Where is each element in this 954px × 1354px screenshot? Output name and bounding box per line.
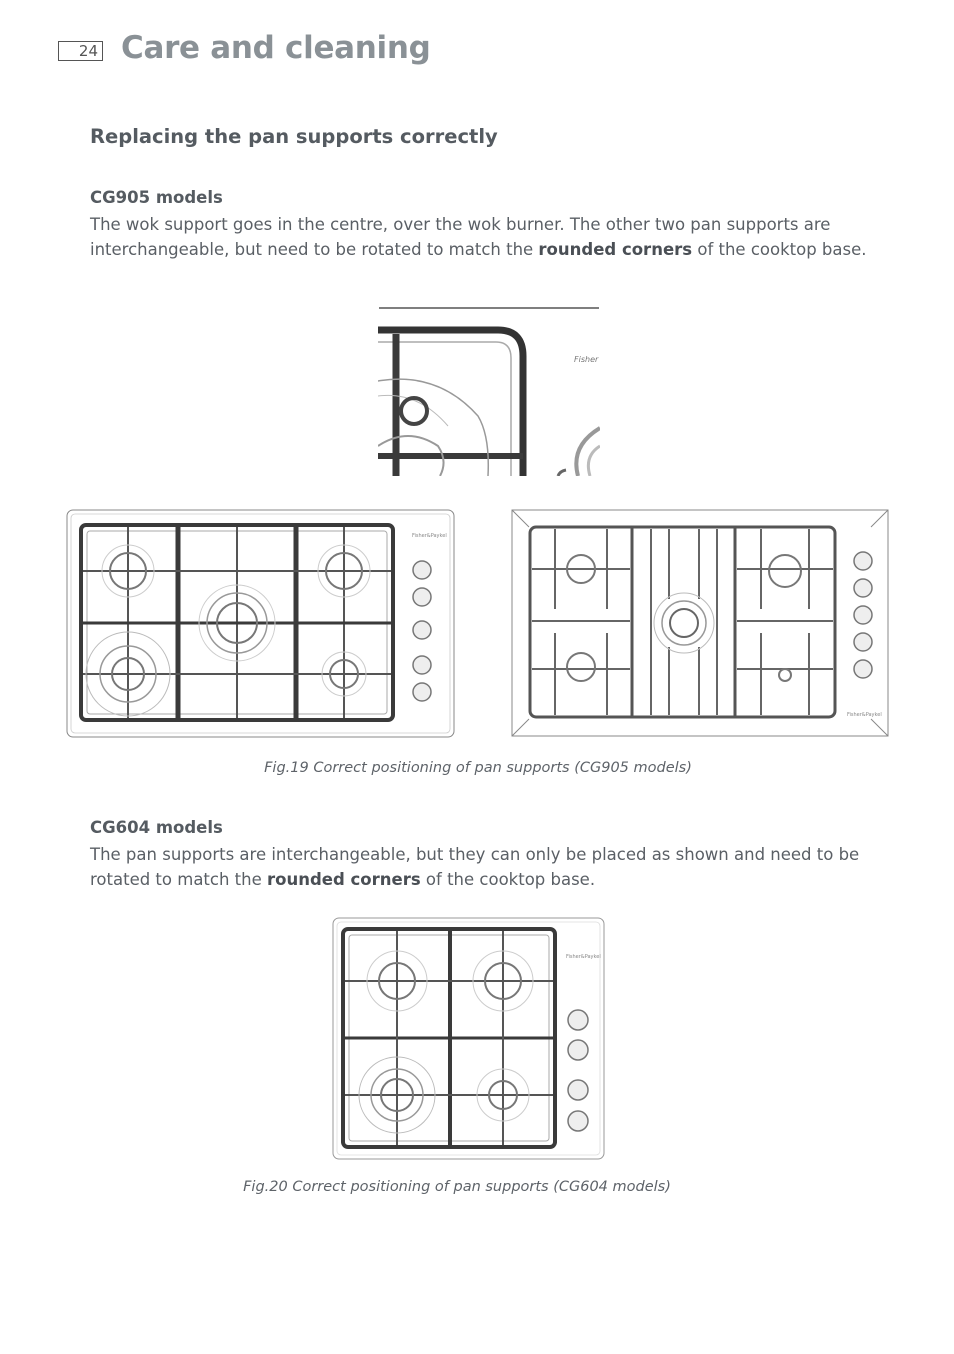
fig19-caption: Fig.19 Correct positioning of pan supports (CG905 models) — [264, 760, 692, 776]
svg-text:Fisher&Paykel: Fisher&Paykel — [412, 533, 447, 539]
page-title: Care and cleaning — [121, 30, 431, 66]
fig20-caption: Fig.20 Correct positioning of pan supports (CG604 models) — [243, 1179, 671, 1195]
cg604-paragraph — [90, 842, 880, 892]
cg905-text-2: of the cooktop base. — [692, 240, 867, 259]
cg604-heading: CG604 models — [90, 818, 223, 837]
svg-text:Fisher: Fisher — [574, 355, 599, 364]
section-title: Replacing the pan supports correctly — [90, 125, 498, 148]
cg905-text-1: The wok support goes in the centre, over the wok burner. The other two pan supports are interchangeable, but need to be rotated to match the — [90, 215, 831, 259]
cg905-heading: CG905 models — [90, 188, 223, 207]
svg-text:Fisher&Paykel: Fisher&Paykel — [566, 954, 601, 960]
cg905-wok-cooktop-image — [511, 509, 891, 739]
page-number: 24 — [58, 41, 103, 61]
cg905-bold-rounded-corners: rounded corners — [538, 240, 693, 259]
cg905-paragraph — [90, 212, 880, 262]
corner-detail-image — [378, 306, 600, 476]
cg905-cooktop-image — [66, 509, 456, 739]
cg604-text-1: The pan supports are interchangeable, but they can only be placed as shown and need to be rotated to match the — [90, 845, 860, 889]
cg604-bold-rounded-corners: rounded corners — [267, 870, 421, 889]
svg-text:Fisher&Paykel: Fisher&Paykel — [847, 712, 882, 718]
cg604-text-2: of the cooktop base. — [420, 870, 596, 889]
cg604-cooktop-image — [332, 917, 606, 1161]
